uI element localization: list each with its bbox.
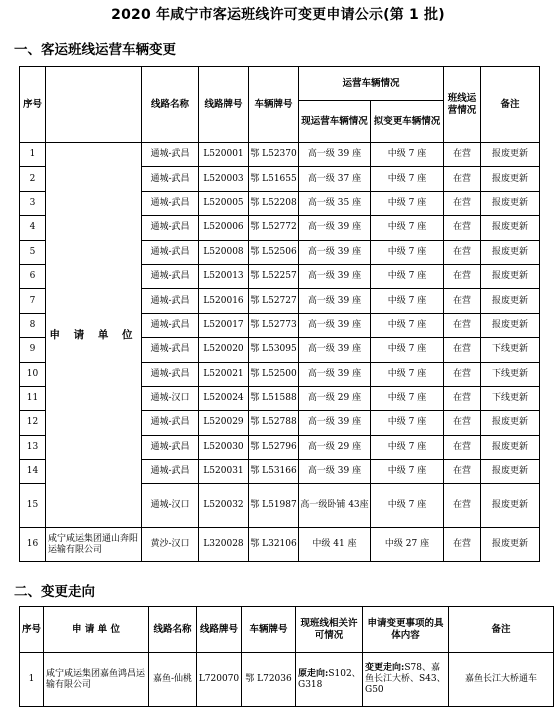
cell-vehicle-plate: 鄂 L51987 <box>249 484 299 528</box>
cell-route-plate: L320028 <box>199 528 249 562</box>
cell-no: 8 <box>20 313 46 337</box>
cell-remark: 报废更新 <box>481 528 540 562</box>
table-row <box>20 528 540 562</box>
cell-status: 在营 <box>444 313 481 337</box>
cell-proposed: 中级 7 座 <box>371 338 444 362</box>
cell-proposed: 中级 7 座 <box>371 143 444 167</box>
header2-remark: 备注 <box>449 607 554 653</box>
cell-no: 7 <box>20 289 46 313</box>
cell-current: 高一级 35 座 <box>299 191 371 215</box>
cell-status: 在营 <box>444 411 481 435</box>
cell-status: 在营 <box>444 484 481 528</box>
header-status: 班线运营情况 <box>444 67 481 143</box>
route-change-table <box>19 606 554 707</box>
cell-status: 在营 <box>444 143 481 167</box>
cell-route: 通城-武昌 <box>142 435 199 459</box>
cell-applicant: 咸宁咸运集团嘉鱼鸿昌运输有限公司 <box>44 653 149 707</box>
cell-proposed: 中级 7 座 <box>371 240 444 264</box>
cell-proposed: 中级 7 座 <box>371 484 444 528</box>
cell-status: 在营 <box>444 289 481 313</box>
cell-current: 中级 41 座 <box>299 528 371 562</box>
cell-status: 在营 <box>444 240 481 264</box>
cell-current: 高一级 39 座 <box>299 338 371 362</box>
cell-vehicle-plate: 鄂 L51588 <box>249 386 299 410</box>
cell-remark: 报废更新 <box>481 435 540 459</box>
cell-no: 9 <box>20 338 46 362</box>
cell-status: 在营 <box>444 216 481 240</box>
cell-proposed: 中级 7 座 <box>371 191 444 215</box>
cell-current: 高一级 39 座 <box>299 216 371 240</box>
cell-route: 通城-武昌 <box>142 240 199 264</box>
cell-route-plate: L520003 <box>199 167 249 191</box>
cell-proposed: 中级 7 座 <box>371 411 444 435</box>
cell-remark: 嘉鱼长江大桥通车 <box>449 653 554 707</box>
change-text: S78、嘉鱼长江大桥、S43、G50 <box>365 663 446 695</box>
cell-no: 5 <box>20 240 46 264</box>
cell-route-plate: L520008 <box>199 240 249 264</box>
cell-route: 通城-武昌 <box>142 191 199 215</box>
cell-no: 13 <box>20 435 46 459</box>
cell-proposed: 中级 7 座 <box>371 435 444 459</box>
cell-proposed: 中级 7 座 <box>371 216 444 240</box>
vehicle-change-table <box>19 66 540 562</box>
page-title: 2020 年咸宁市客运班线许可变更申请公示(第 1 批) <box>111 7 445 23</box>
cell-route: 通城-汉口 <box>142 386 199 410</box>
cell-remark: 报废更新 <box>481 167 540 191</box>
cell-current: 高一级卧铺 43座 <box>299 484 371 528</box>
cell-route-plate: L520021 <box>199 362 249 386</box>
cell-remark: 报废更新 <box>481 240 540 264</box>
header2-permit: 现班线相关许可情况 <box>296 607 363 653</box>
header-route-plate: 线路牌号 <box>199 67 249 143</box>
cell-remark: 下线更新 <box>481 338 540 362</box>
cell-route-plate: L520013 <box>199 264 249 288</box>
cell-remark: 报废更新 <box>481 460 540 484</box>
header-current-vehicle: 现运营车辆情况 <box>299 101 371 143</box>
cell-no: 3 <box>20 191 46 215</box>
header2-route-plate: 线路牌号 <box>197 607 242 653</box>
cell-route: 通城-武昌 <box>142 460 199 484</box>
cell-current: 高一级 39 座 <box>299 411 371 435</box>
cell-route-plate: L520020 <box>199 338 249 362</box>
cell-permit <box>296 653 363 707</box>
cell-remark: 报废更新 <box>481 191 540 215</box>
cell-no: 1 <box>20 653 44 707</box>
cell-status: 在营 <box>444 191 481 215</box>
cell-route-plate: L720070 <box>197 653 242 707</box>
cell-current: 高一级 39 座 <box>299 460 371 484</box>
permit-text: S102、G318 <box>298 668 361 690</box>
cell-route: 通城-武昌 <box>142 143 199 167</box>
cell-vehicle-plate: 鄂 L52727 <box>249 289 299 313</box>
cell-proposed: 中级 7 座 <box>371 289 444 313</box>
header2-vehicle-plate: 车辆牌号 <box>242 607 296 653</box>
cell-vehicle-plate: 鄂 L53166 <box>249 460 299 484</box>
cell-route-plate: L520029 <box>199 411 249 435</box>
cell-remark: 报废更新 <box>481 264 540 288</box>
cell-proposed: 中级 7 座 <box>371 362 444 386</box>
cell-vehicle-plate: 鄂 L53095 <box>249 338 299 362</box>
section-heading-vehicle-change: 一、客运班线运营车辆变更 <box>14 42 176 58</box>
cell-vehicle-plate: 鄂 L52500 <box>249 362 299 386</box>
cell-status: 在营 <box>444 167 481 191</box>
cell-current: 高一级 39 座 <box>299 362 371 386</box>
cell-vehicle-plate: 鄂 L52506 <box>249 240 299 264</box>
header2-change: 申请变更事项的具体内容 <box>363 607 449 653</box>
cell-vehicle-plate: 鄂 L52208 <box>249 191 299 215</box>
cell-no: 10 <box>20 362 46 386</box>
cell-vehicle-plate: 鄂 L52370 <box>249 143 299 167</box>
cell-status: 在营 <box>444 338 481 362</box>
cell-route: 通城-武昌 <box>142 167 199 191</box>
cell-current: 高一级 39 座 <box>299 240 371 264</box>
cell-remark: 下线更新 <box>481 386 540 410</box>
cell-route-plate: L520030 <box>199 435 249 459</box>
cell-current: 高一级 39 座 <box>299 313 371 337</box>
cell-remark: 报废更新 <box>481 143 540 167</box>
cell-route: 通城-武昌 <box>142 216 199 240</box>
cell-status: 在营 <box>444 362 481 386</box>
section-heading-route-change: 二、变更走向 <box>14 584 95 600</box>
cell-current: 高一级 37 座 <box>299 167 371 191</box>
header-remark: 备注 <box>481 67 540 143</box>
cell-vehicle-plate: 鄂 L52788 <box>249 411 299 435</box>
cell-route-plate: L520016 <box>199 289 249 313</box>
cell-no: 15 <box>20 484 46 528</box>
cell-route: 通城-武昌 <box>142 411 199 435</box>
cell-status: 在营 <box>444 264 481 288</box>
header-vehicle-info: 运营车辆情况 <box>299 67 444 101</box>
cell-no: 1 <box>20 143 46 167</box>
cell-current: 高一级 39 座 <box>299 264 371 288</box>
cell-route: 通城-汉口 <box>142 484 199 528</box>
cell-route-plate: L520032 <box>199 484 249 528</box>
cell-no: 11 <box>20 386 46 410</box>
cell-route-plate: L520005 <box>199 191 249 215</box>
cell-vehicle-plate: 鄂 L72036 <box>242 653 296 707</box>
cell-no: 16 <box>20 528 46 562</box>
header-route: 线路名称 <box>142 67 199 143</box>
cell-status: 在营 <box>444 386 481 410</box>
header2-route: 线路名称 <box>149 607 197 653</box>
cell-route: 嘉鱼-仙桃 <box>149 653 197 707</box>
cell-current: 高一级 29 座 <box>299 386 371 410</box>
cell-status: 在营 <box>444 528 481 562</box>
cell-no: 2 <box>20 167 46 191</box>
cell-proposed: 中级 7 座 <box>371 460 444 484</box>
cell-vehicle-plate: 鄂 L51655 <box>249 167 299 191</box>
cell-route: 通城-武昌 <box>142 338 199 362</box>
cell-remark: 报废更新 <box>481 313 540 337</box>
cell-route-plate: L520024 <box>199 386 249 410</box>
cell-route-plate: L520001 <box>199 143 249 167</box>
cell-route: 通城-武昌 <box>142 264 199 288</box>
cell-vehicle-plate: 鄂 L52257 <box>249 264 299 288</box>
cell-vehicle-plate: 鄂 L52796 <box>249 435 299 459</box>
cell-applicant: 咸宁咸运集团通山奔阳运输有限公司 <box>46 528 142 562</box>
header-vehicle-plate: 车辆牌号 <box>249 67 299 143</box>
cell-proposed: 中级 7 座 <box>371 264 444 288</box>
cell-applicant-merged: 申 请 单 位 <box>46 143 142 528</box>
cell-no: 6 <box>20 264 46 288</box>
cell-route-plate: L520031 <box>199 460 249 484</box>
cell-current: 高一级 39 座 <box>299 289 371 313</box>
header-no: 序号 <box>20 67 46 143</box>
cell-proposed: 中级 27 座 <box>371 528 444 562</box>
cell-remark: 报废更新 <box>481 411 540 435</box>
permit-label: 原走向: <box>298 668 329 679</box>
cell-vehicle-plate: 鄂 L52772 <box>249 216 299 240</box>
header-applicant <box>46 67 142 143</box>
cell-remark: 报废更新 <box>481 216 540 240</box>
cell-proposed: 中级 7 座 <box>371 167 444 191</box>
table-row <box>20 143 540 167</box>
cell-current: 高一级 39 座 <box>299 143 371 167</box>
header2-no: 序号 <box>20 607 44 653</box>
header2-applicant: 申 请 单 位 <box>44 607 149 653</box>
cell-change <box>363 653 449 707</box>
cell-proposed: 中级 7 座 <box>371 313 444 337</box>
cell-status: 在营 <box>444 460 481 484</box>
cell-route: 通城-武昌 <box>142 362 199 386</box>
cell-route: 通城-武昌 <box>142 313 199 337</box>
cell-no: 12 <box>20 411 46 435</box>
cell-no: 4 <box>20 216 46 240</box>
cell-proposed: 中级 7 座 <box>371 386 444 410</box>
cell-current: 高一级 29 座 <box>299 435 371 459</box>
header-proposed-vehicle: 拟变更车辆情况 <box>371 101 444 143</box>
cell-route: 黄沙-汉口 <box>142 528 199 562</box>
cell-no: 14 <box>20 460 46 484</box>
change-label: 变更走向: <box>365 663 405 673</box>
cell-route: 通城-武昌 <box>142 289 199 313</box>
cell-vehicle-plate: 鄂 L52773 <box>249 313 299 337</box>
cell-remark: 报废更新 <box>481 484 540 528</box>
cell-remark: 报废更新 <box>481 289 540 313</box>
table-row <box>20 653 554 707</box>
cell-remark: 下线更新 <box>481 362 540 386</box>
cell-status: 在营 <box>444 435 481 459</box>
cell-route-plate: L520006 <box>199 216 249 240</box>
cell-vehicle-plate: 鄂 L32106 <box>249 528 299 562</box>
cell-route-plate: L520017 <box>199 313 249 337</box>
